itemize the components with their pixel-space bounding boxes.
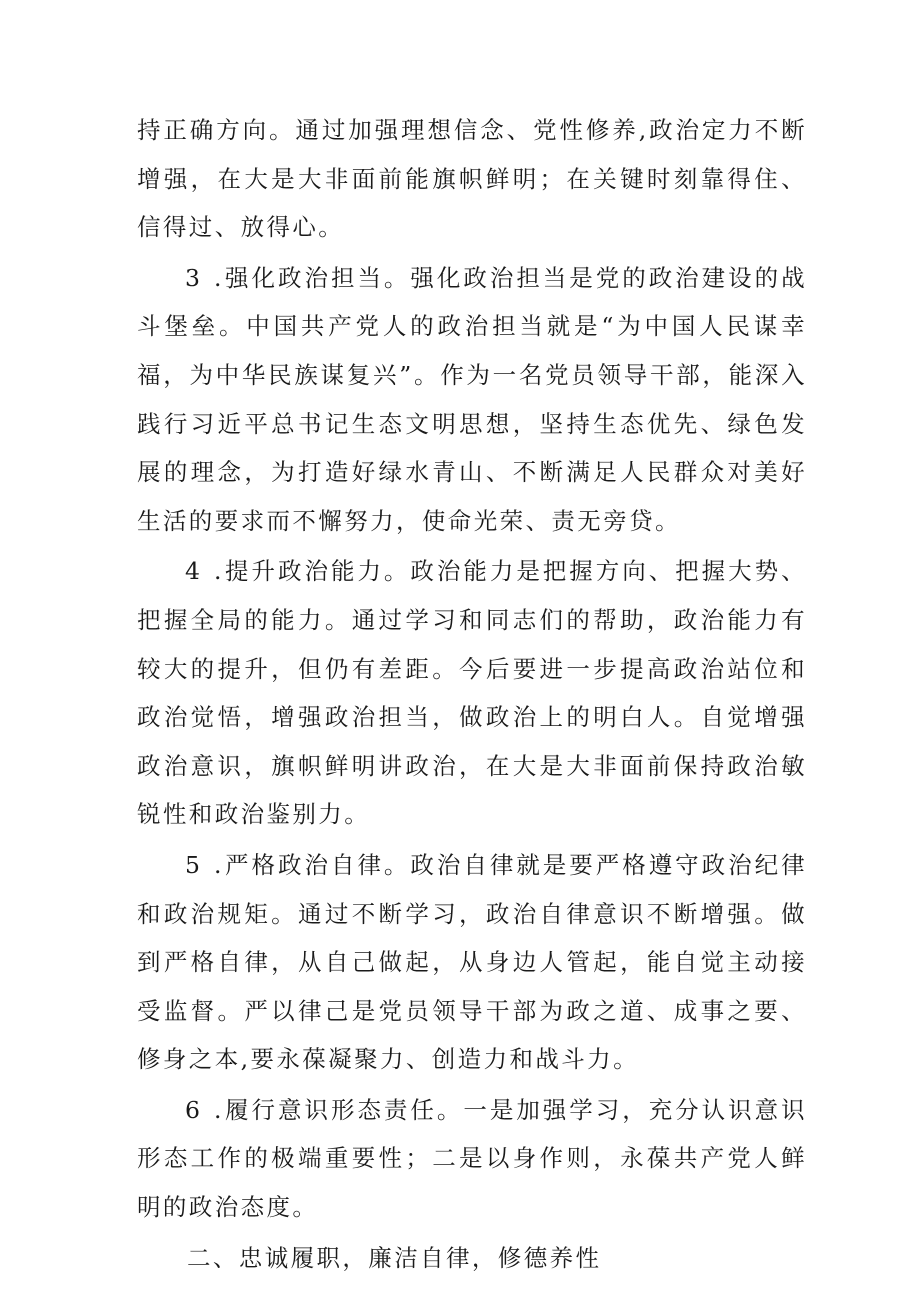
paragraph-item-3 <box>137 254 807 546</box>
item-number: 3 . <box>185 263 225 292</box>
item-number: 6 . <box>185 1095 225 1124</box>
paragraph-text: 履行意识形态责任。一是加强学习，充分认识意识形态工作的极端重要性；二是以身作则，永葆共产党人鲜明的政治态度。 <box>137 1095 807 1222</box>
paragraph-text: 强化政治担当。强化政治担当是党的政治建设的战斗堡垒。中国共产党人的政治担当就是“为中国人民谋幸福，为中华民族谋复兴”。作为一名党员领导干部，能深入践行习近平总书记生态文明思想，坚持生态优先、绿色发展的理念，为打造好绿水青山、不断满足人民群众对美好生活的要求而不懈努力，使命光荣、责无旁贷。 <box>137 263 807 535</box>
item-number: 4 . <box>185 557 225 586</box>
paragraph-text: 严格政治自律。政治自律就是要严格遵守政治纪律和政治规矩。通过不断学习，政治自律意识不断增强。做到严格自律，从自己做起，从身边人管起，能自觉主动接受监督。严以律己是党员领导干部为政之道、成事之要、修身之本,要永葆凝聚力、创造力和战斗力。 <box>137 850 807 1074</box>
paragraph-item-5 <box>137 841 807 1084</box>
document-body <box>137 106 807 1282</box>
paragraph-continued <box>137 106 807 252</box>
section-heading: 二、忠诚履职，廉洁自律，修德养性 <box>187 1243 602 1272</box>
paragraph-item-6 <box>137 1086 807 1232</box>
paragraph-item-4 <box>137 547 807 839</box>
paragraph-text: 持正确方向。通过加强理想信念、党性修养,政治定力不断增强，在大是大非面前能旗帜鲜明；在关键时刻靠得住、信得过、放得心。 <box>137 116 807 242</box>
paragraph-text: 提升政治能力。政治能力是把握方向、把握大势、把握全局的能力。通过学习和同志们的帮助，政治能力有较大的提升，但仍有差距。今后要进一步提高政治站位和政治觉悟，增强政治担当，做政治上的明白人。自觉增强政治意识，旗帜鲜明讲政治，在大是大非面前保持政治敏锐性和政治鉴别力。 <box>137 557 807 829</box>
item-number: 5 . <box>185 850 225 879</box>
